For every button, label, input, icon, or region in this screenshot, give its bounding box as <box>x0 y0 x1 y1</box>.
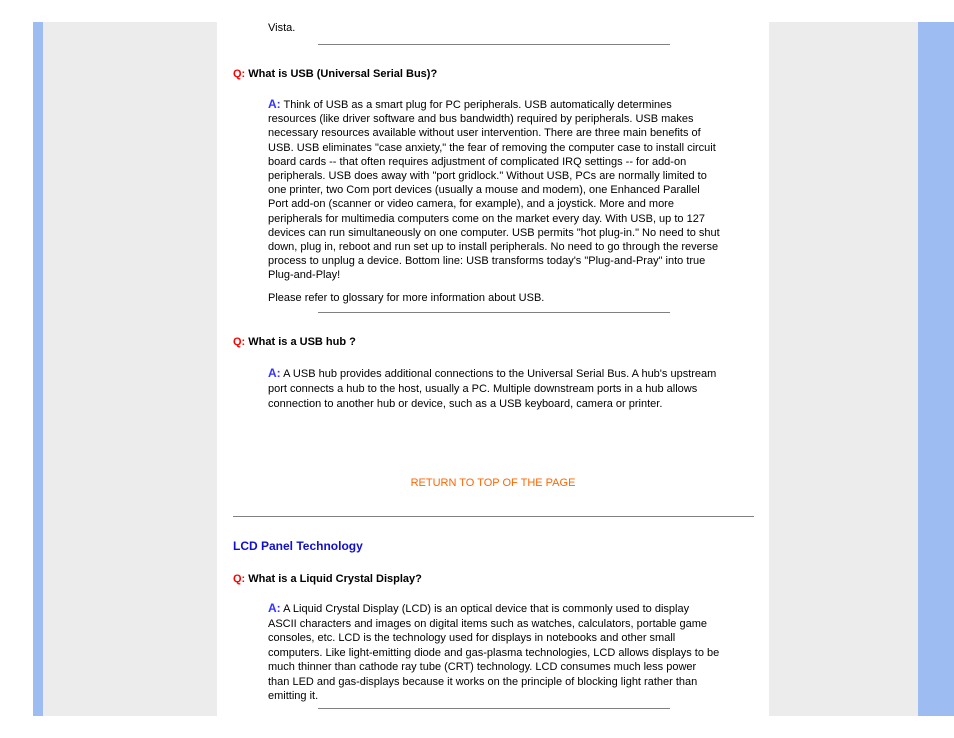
main-content <box>217 0 769 738</box>
divider <box>318 312 670 313</box>
question-usb <box>233 68 437 80</box>
left-accent-bar <box>33 22 43 716</box>
answer-usb <box>268 97 720 283</box>
divider <box>318 44 670 45</box>
question-label: Q: <box>233 573 246 585</box>
answer-label: A: <box>268 601 281 615</box>
section-divider <box>233 516 754 517</box>
question-lcd <box>233 573 422 585</box>
answer-text: Think of USB as a smart plug for PC peripherals. USB automatically determines resources (like driver software and bus bandwidth) required by peripherals. USB makes necessary resources available without user intervention. There are three main benefits of USB. USB eliminates "case anxiety," the fear of removing the computer case to install circuit board cards -- that often requires adjustment of complicated IRQ settings -- for add-on peripherals. USB does away with "port gridlock." Without USB, PCs are normally limited to one printer, two Com port devices (usually a mouse and modem), one Enhanced Parallel Port add-on (scanner or video camera, for example), and a joystick. More and more peripherals for multimedia computers come on the market every day. With USB, up to 127 devices can run simultaneously on one computer. USB permits "hot plug-in." No need to shut down, plug in, reboot and run set up to install peripherals. No need to go through the reverse process to unplug a device. Bottom line: USB transforms today's "Plug-and-Pray" into true Plug-and-Play! <box>268 99 720 282</box>
question-label: Q: <box>233 336 246 348</box>
question-label: Q: <box>233 68 246 80</box>
section-title-lcd: LCD Panel Technology <box>233 539 363 553</box>
answer-text: A USB hub provides additional connections to the Universal Serial Bus. A hub's upstream port connects a hub to the host, usually a PC. Multiple downstream ports in a hub allows connection to another hub or device, such as a USB keyboard, camera or printer. <box>268 368 717 410</box>
question-text: What is a Liquid Crystal Display? <box>248 573 422 585</box>
answer-label: A: <box>268 97 281 111</box>
left-side-panel <box>43 22 217 716</box>
question-text: What is a USB hub ? <box>248 336 356 348</box>
question-usb-hub <box>233 336 356 348</box>
return-to-top-link[interactable]: RETURN TO TOP OF THE PAGE <box>410 477 576 489</box>
usb-glossary-note: Please refer to glossary for more information about USB. <box>268 292 545 304</box>
answer-label: A: <box>268 366 281 380</box>
answer-text: A Liquid Crystal Display (LCD) is an optical device that is commonly used to display ASCII characters and images on digital items such as watches, calculators, portable game consoles, etc. LCD is the technology used for displays in notebooks and other small computers. Like light-emitting diode and gas-plasma technologies, LCD allows displays to be much thinner than cathode ray tube (CRT) technology. LCD consumes much less power than LED and gas-displays because it works on the principle of blocking light rather than emitting it. <box>268 603 720 702</box>
right-accent-bar <box>918 22 954 716</box>
answer-usb-hub <box>268 366 720 412</box>
question-text: What is USB (Universal Serial Bus)? <box>248 68 438 80</box>
intro-text: Vista. <box>268 22 296 34</box>
right-side-panel <box>769 22 918 716</box>
answer-lcd <box>268 601 720 704</box>
divider <box>318 708 670 709</box>
